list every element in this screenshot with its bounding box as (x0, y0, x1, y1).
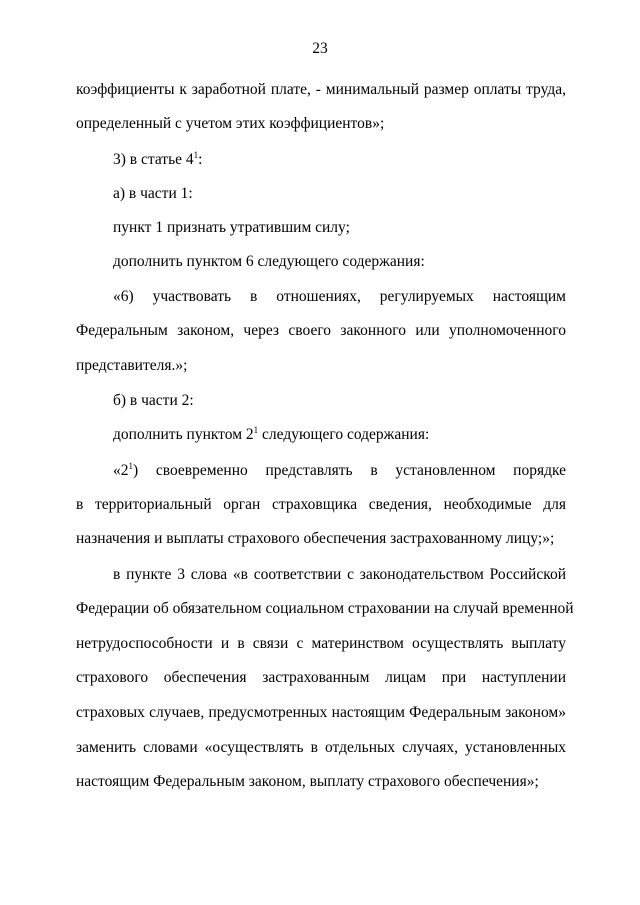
text-fragment: «2 (113, 462, 129, 479)
text-line-quote (113, 461, 566, 481)
text-line: страхового обеспечения застрахованным лицам при наступлении (76, 669, 566, 686)
text-line: б) в части 2: (113, 392, 194, 409)
superscript: 1 (128, 461, 133, 471)
text-line: страховых случаев, предусмотренных настоящим Федеральным законом» (76, 704, 566, 721)
text-line: Федерации об обязательном социальном страховании на случай временной (76, 600, 574, 617)
text-fragment: ) своевременно представлять в установленном порядке (133, 462, 566, 479)
text-line: представителя.»; (76, 357, 188, 374)
text-line: заменить словами «осуществлять в отдельных случаях, установленных (76, 739, 566, 756)
text-fragment: 3) в статье 4 (113, 151, 194, 168)
text-line: определенный с учетом этих коэффициентов»; (76, 115, 385, 132)
text-fragment: : (198, 151, 203, 168)
text-line: пункт 1 признать утратившим силу; (113, 219, 350, 236)
text-line: назначения и выплаты страхового обеспечения застрахованному лицу;»; (76, 530, 555, 547)
text-line: «6) участвовать в отношениях, регулируемых настоящим (113, 288, 566, 305)
text-line: Федеральным законом, через своего законного или уполномоченного (76, 322, 566, 339)
text-line: настоящим Федеральным законом, выплату страхового обеспечения»; (76, 773, 539, 790)
text-line: нетрудоспособности и в связи с материнством осуществлять выплату (76, 635, 566, 652)
text-line: а) в части 1: (113, 185, 193, 202)
text-fragment: дополнить пунктом 2 (113, 426, 254, 443)
text-line-article (113, 150, 202, 170)
text-fragment: следующего содержания: (258, 426, 430, 443)
text-line: дополнить пунктом 6 следующего содержания: (113, 253, 425, 270)
text-line-point (113, 425, 429, 445)
superscript: 1 (253, 425, 259, 435)
text-line: в пункте 3 слова «в соответствии с законодательством Российской (113, 566, 566, 583)
text-line: в территориальный орган страховщика сведения, необходимые для (76, 496, 566, 513)
text-line: коэффициенты к заработной плате, - минимальный размер оплаты труда, (76, 81, 566, 98)
superscript: 1 (193, 150, 199, 160)
page-number: 23 (312, 40, 328, 57)
